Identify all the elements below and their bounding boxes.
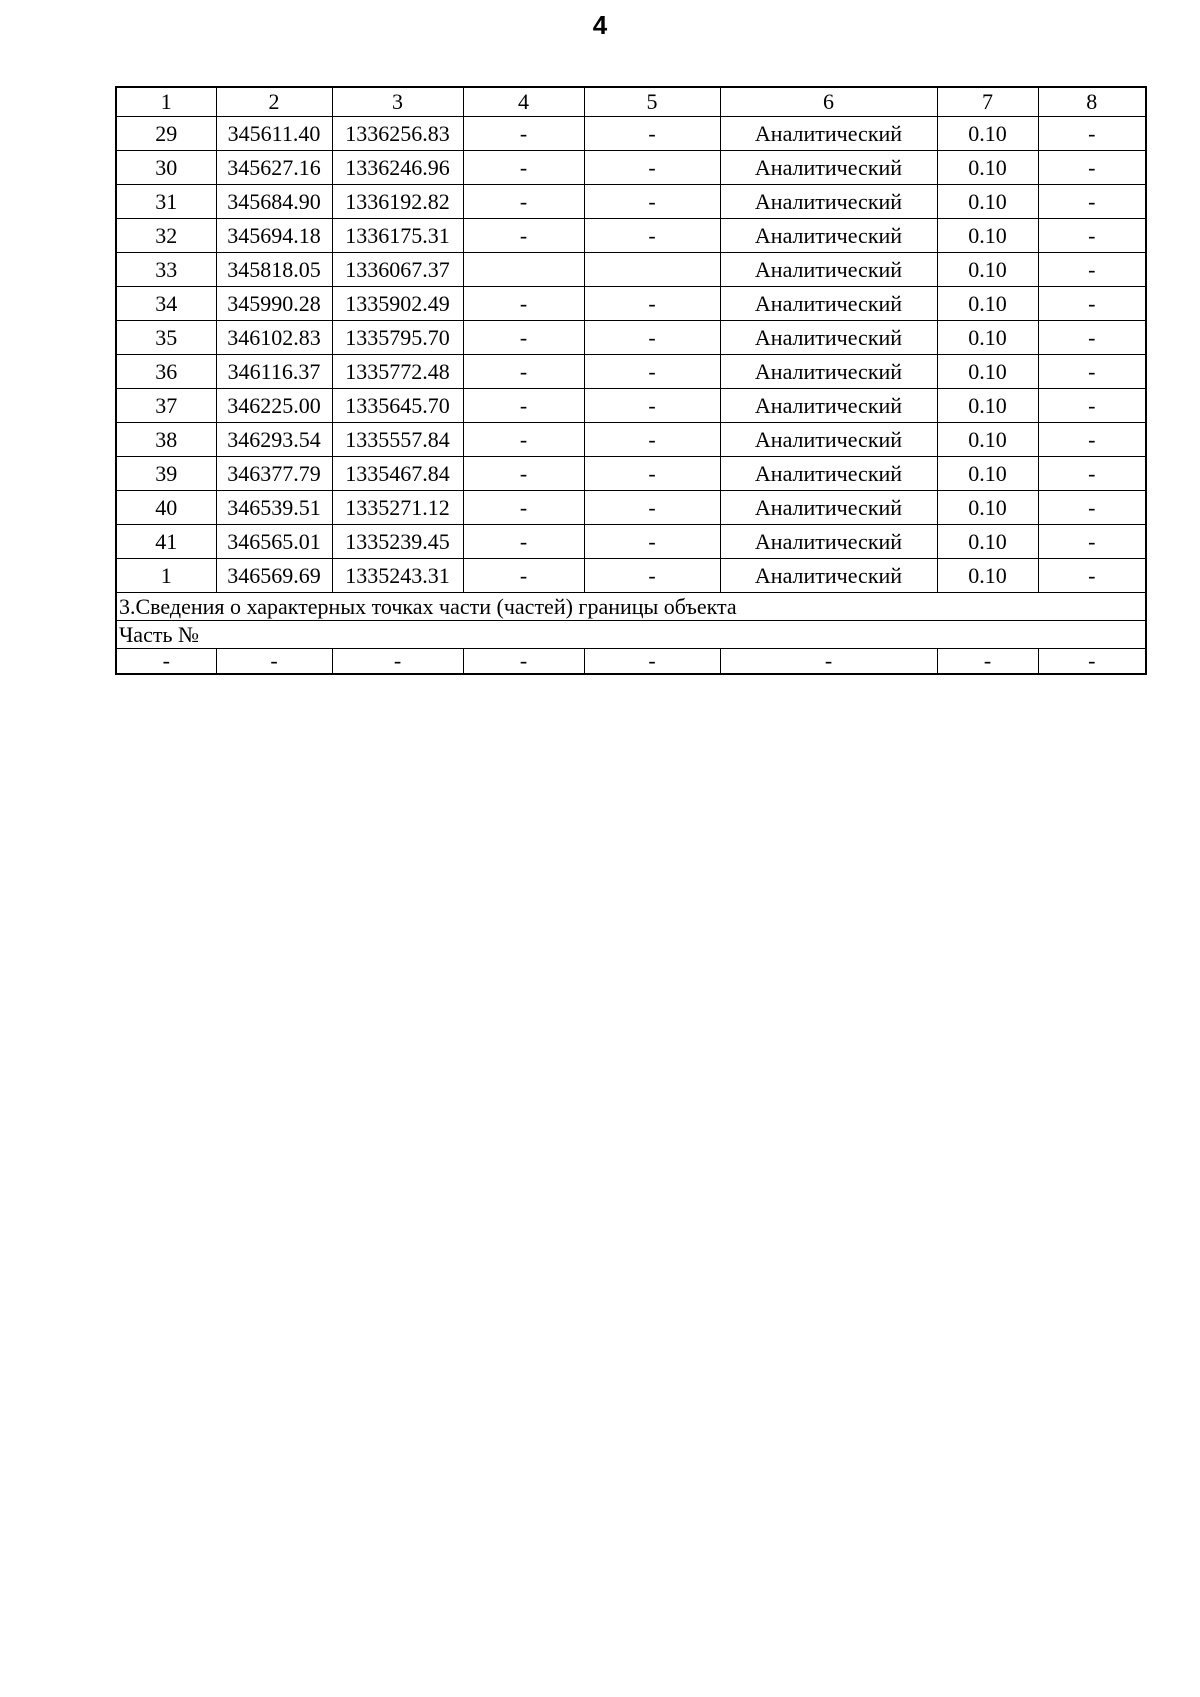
part-cell-col-5: - xyxy=(584,649,720,675)
table-row xyxy=(116,525,1146,559)
table-cell-col-3: 1336246.96 xyxy=(332,151,463,185)
table-row xyxy=(116,457,1146,491)
table-cell-col-5: - xyxy=(584,321,720,355)
table-cell-col-7: 0.10 xyxy=(937,355,1038,389)
table-cell-col-4: - xyxy=(463,525,584,559)
table-cell-col-8: - xyxy=(1038,151,1146,185)
table-cell-col-5: - xyxy=(584,389,720,423)
table-cell-col-8: - xyxy=(1038,559,1146,593)
table-cell-col-2: 346377.79 xyxy=(216,457,332,491)
table-cell-col-1: 30 xyxy=(116,151,216,185)
table-cell-col-4: - xyxy=(463,423,584,457)
table-cell-col-3: 1335902.49 xyxy=(332,287,463,321)
table-cell-col-3: 1335772.48 xyxy=(332,355,463,389)
table-cell-col-8: - xyxy=(1038,321,1146,355)
column-header-8: 8 xyxy=(1038,87,1146,117)
table-cell-col-7: 0.10 xyxy=(937,253,1038,287)
table-row xyxy=(116,253,1146,287)
table-cell-col-4: - xyxy=(463,559,584,593)
section3-row xyxy=(116,593,1146,621)
table-cell-col-3: 1336256.83 xyxy=(332,117,463,151)
table-cell-col-5: - xyxy=(584,185,720,219)
column-header-2: 2 xyxy=(216,87,332,117)
table-row xyxy=(116,355,1146,389)
table-cell-col-7: 0.10 xyxy=(937,219,1038,253)
table-cell-col-6: Аналитический xyxy=(720,185,937,219)
table-cell-col-7: 0.10 xyxy=(937,151,1038,185)
table-cell-col-6: Аналитический xyxy=(720,321,937,355)
part-cell-col-6: - xyxy=(720,649,937,675)
table-cell-col-6: Аналитический xyxy=(720,219,937,253)
table-cell-col-8: - xyxy=(1038,219,1146,253)
table-cell-col-2: 346116.37 xyxy=(216,355,332,389)
table-cell-col-5: - xyxy=(584,491,720,525)
table-cell-col-4: - xyxy=(463,389,584,423)
table-cell-col-1: 33 xyxy=(116,253,216,287)
table-cell-col-6: Аналитический xyxy=(720,389,937,423)
part-cell-col-1: - xyxy=(116,649,216,675)
table-cell-col-5: - xyxy=(584,423,720,457)
table-cell-col-4: - xyxy=(463,355,584,389)
table-cell-col-7: 0.10 xyxy=(937,389,1038,423)
table-cell-col-2: 345611.40 xyxy=(216,117,332,151)
table-row xyxy=(116,491,1146,525)
table-cell-col-1: 36 xyxy=(116,355,216,389)
table-cell-col-7: 0.10 xyxy=(937,559,1038,593)
part-cell-col-4: - xyxy=(463,649,584,675)
table-row xyxy=(116,151,1146,185)
table-cell-col-6: Аналитический xyxy=(720,287,937,321)
table-row xyxy=(116,117,1146,151)
table-cell-col-3: 1335467.84 xyxy=(332,457,463,491)
table-cell-col-3: 1335271.12 xyxy=(332,491,463,525)
table-cell-col-4: - xyxy=(463,219,584,253)
part-cell-col-3: - xyxy=(332,649,463,675)
table-cell-col-3: 1336175.31 xyxy=(332,219,463,253)
table-cell-col-4: - xyxy=(463,151,584,185)
table-cell-col-4: - xyxy=(463,287,584,321)
table-cell-col-8: - xyxy=(1038,525,1146,559)
table-cell-col-1: 39 xyxy=(116,457,216,491)
table-cell-col-5: - xyxy=(584,457,720,491)
table-cell-col-8: - xyxy=(1038,117,1146,151)
table-cell-col-1: 34 xyxy=(116,287,216,321)
part-row xyxy=(116,649,1146,675)
table-cell-col-5: - xyxy=(584,117,720,151)
table-cell-col-8: - xyxy=(1038,457,1146,491)
table-cell-col-6: Аналитический xyxy=(720,117,937,151)
table-cell-col-6: Аналитический xyxy=(720,151,937,185)
table-cell-col-5: - xyxy=(584,287,720,321)
table-cell-col-6: Аналитический xyxy=(720,559,937,593)
part-label-row xyxy=(116,621,1146,649)
table-body xyxy=(116,87,1146,674)
table-cell-col-3: 1335557.84 xyxy=(332,423,463,457)
column-header-3: 3 xyxy=(332,87,463,117)
table-cell-col-6: Аналитический xyxy=(720,457,937,491)
table-cell-col-3: 1335243.31 xyxy=(332,559,463,593)
table-cell-col-8: - xyxy=(1038,253,1146,287)
column-header-7: 7 xyxy=(937,87,1038,117)
table-cell-col-8: - xyxy=(1038,185,1146,219)
table-cell-col-1: 1 xyxy=(116,559,216,593)
column-header-6: 6 xyxy=(720,87,937,117)
table-cell-col-6: Аналитический xyxy=(720,491,937,525)
table-row xyxy=(116,559,1146,593)
part-label: Часть № xyxy=(116,621,1146,649)
table-cell-col-1: 40 xyxy=(116,491,216,525)
table-cell-col-8: - xyxy=(1038,423,1146,457)
table-cell-col-2: 345684.90 xyxy=(216,185,332,219)
table-cell-col-8: - xyxy=(1038,355,1146,389)
table-cell-col-7: 0.10 xyxy=(937,117,1038,151)
table-cell-col-5: - xyxy=(584,559,720,593)
table-cell-col-1: 31 xyxy=(116,185,216,219)
table-cell-col-7: 0.10 xyxy=(937,287,1038,321)
table-row xyxy=(116,389,1146,423)
table-cell-col-7: 0.10 xyxy=(937,525,1038,559)
table-row xyxy=(116,321,1146,355)
page-number: 4 xyxy=(592,10,608,40)
table-cell-col-1: 35 xyxy=(116,321,216,355)
table-cell-col-4: - xyxy=(463,321,584,355)
table-cell-col-1: 32 xyxy=(116,219,216,253)
table-cell-col-2: 346293.54 xyxy=(216,423,332,457)
table-cell-col-8: - xyxy=(1038,389,1146,423)
table-cell-col-4 xyxy=(463,253,584,287)
table-cell-col-8: - xyxy=(1038,491,1146,525)
table-cell-col-7: 0.10 xyxy=(937,491,1038,525)
table-cell-col-6: Аналитический xyxy=(720,355,937,389)
coordinates-table xyxy=(115,86,1147,675)
table-cell-col-8: - xyxy=(1038,287,1146,321)
table-cell-col-2: 346225.00 xyxy=(216,389,332,423)
table-cell-col-4: - xyxy=(463,117,584,151)
table-cell-col-7: 0.10 xyxy=(937,423,1038,457)
table-cell-col-3: 1335795.70 xyxy=(332,321,463,355)
table-cell-col-3: 1336192.82 xyxy=(332,185,463,219)
table-cell-col-6: Аналитический xyxy=(720,253,937,287)
table-cell-col-3: 1335645.70 xyxy=(332,389,463,423)
table-cell-col-3: 1335239.45 xyxy=(332,525,463,559)
table-cell-col-5: - xyxy=(584,151,720,185)
table-cell-col-3: 1336067.37 xyxy=(332,253,463,287)
part-cell-col-8: - xyxy=(1038,649,1146,675)
table-cell-col-1: 37 xyxy=(116,389,216,423)
table-cell-col-2: 346539.51 xyxy=(216,491,332,525)
table-cell-col-4: - xyxy=(463,185,584,219)
table-cell-col-5: - xyxy=(584,355,720,389)
table-cell-col-2: 346569.69 xyxy=(216,559,332,593)
table-cell-col-7: 0.10 xyxy=(937,457,1038,491)
table-row xyxy=(116,185,1146,219)
table-row xyxy=(116,219,1146,253)
table-cell-col-2: 345694.18 xyxy=(216,219,332,253)
table-cell-col-6: Аналитический xyxy=(720,423,937,457)
table-cell-col-2: 345990.28 xyxy=(216,287,332,321)
table-cell-col-1: 38 xyxy=(116,423,216,457)
table-cell-col-1: 41 xyxy=(116,525,216,559)
table-cell-col-7: 0.10 xyxy=(937,185,1038,219)
table-cell-col-2: 345818.05 xyxy=(216,253,332,287)
table-row xyxy=(116,423,1146,457)
header-row xyxy=(116,87,1146,117)
column-header-4: 4 xyxy=(463,87,584,117)
table-cell-col-1: 29 xyxy=(116,117,216,151)
section3-title: 3.Сведения о характерных точках части (частей) границы объекта xyxy=(116,593,1146,621)
table-cell-col-4: - xyxy=(463,457,584,491)
table-cell-col-7: 0.10 xyxy=(937,321,1038,355)
table-cell-col-2: 345627.16 xyxy=(216,151,332,185)
table-row xyxy=(116,287,1146,321)
part-cell-col-7: - xyxy=(937,649,1038,675)
table-cell-col-6: Аналитический xyxy=(720,525,937,559)
table-cell-col-5: - xyxy=(584,525,720,559)
part-cell-col-2: - xyxy=(216,649,332,675)
table-cell-col-4: - xyxy=(463,491,584,525)
table-cell-col-2: 346565.01 xyxy=(216,525,332,559)
table-cell-col-2: 346102.83 xyxy=(216,321,332,355)
table-cell-col-5: - xyxy=(584,219,720,253)
column-header-5: 5 xyxy=(584,87,720,117)
table-cell-col-5 xyxy=(584,253,720,287)
column-header-1: 1 xyxy=(116,87,216,117)
